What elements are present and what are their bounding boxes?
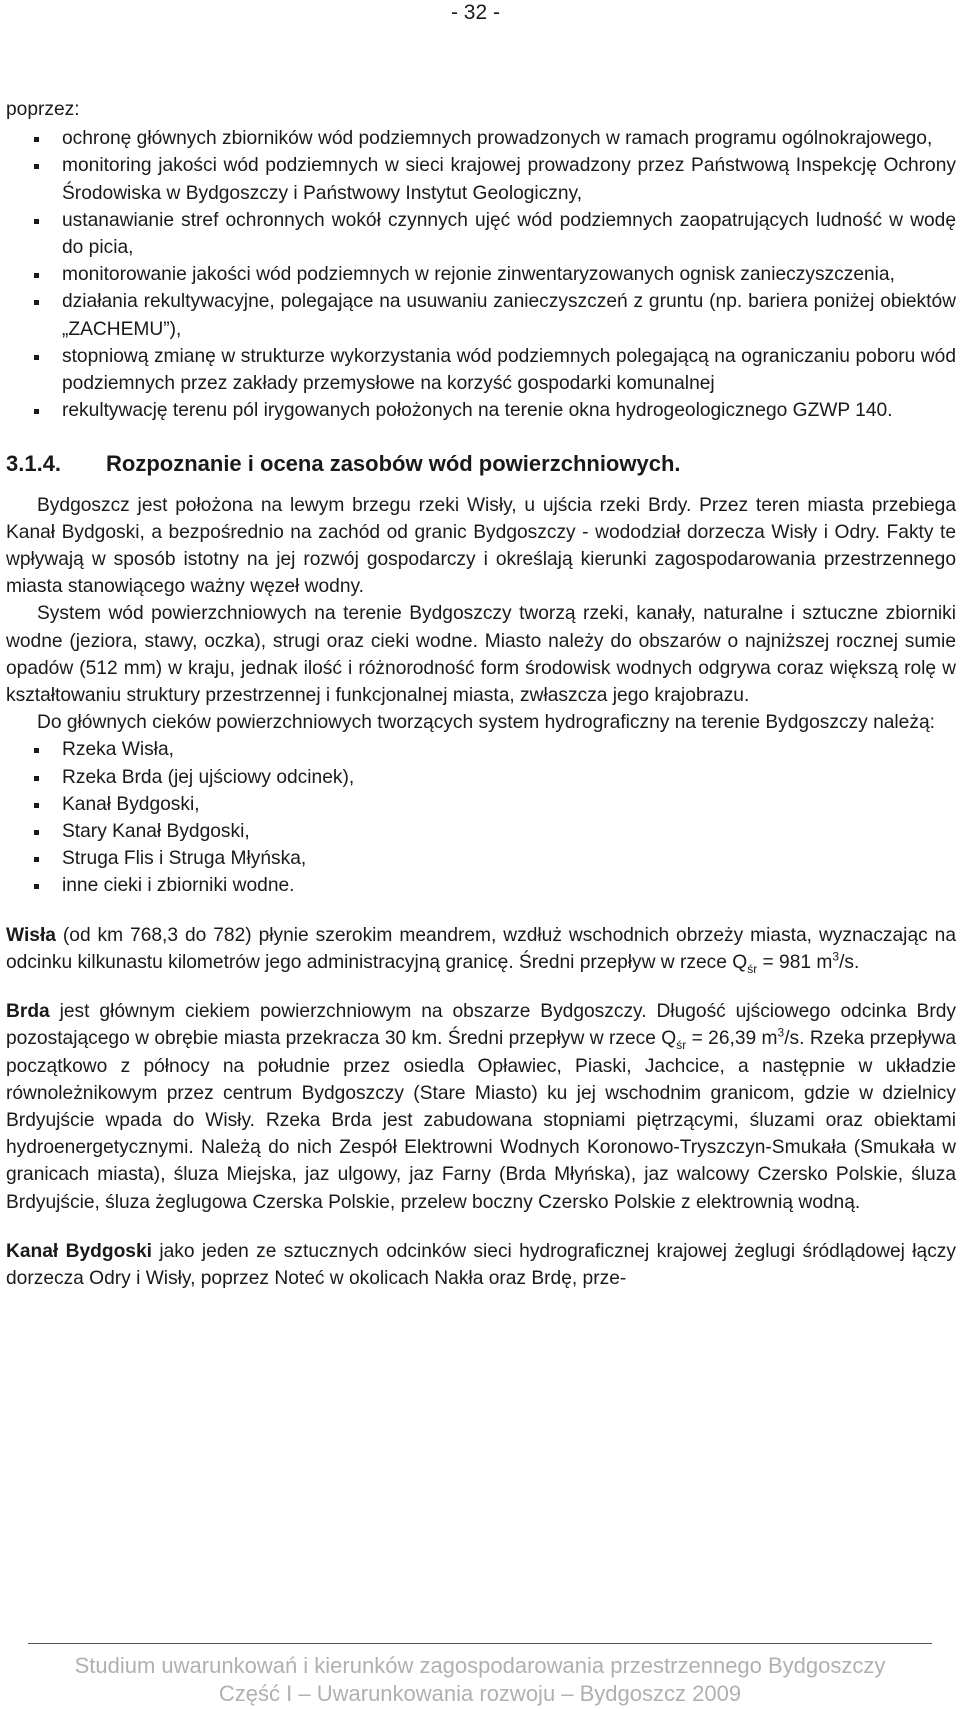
list-item: działania rekultywacyjne, polegające na usuwaniu zanieczyszczeń z gruntu (np. bariera poniżej obiektów „ZACHEMU”), [6,288,956,342]
term-brda: Brda [6,1001,50,1023]
wisla-paragraph [6,922,956,976]
flow-unit: /s. [839,951,860,973]
subscript: śr [676,1038,687,1053]
list-item: inne cieki i zbiorniki wodne. [6,872,956,899]
document-body [6,96,956,1292]
paragraph-text: jest głównym ciekiem powierzchniowym na obszarze Bydgoszczy. Długość ujściowego odcinka Brdy pozostającego w obrębie miasta przekracza 30 km. Średni przepływ w rzece Q [6,1001,956,1050]
paragraph-text: (od km 768,3 do 782) płynie szerokim meandrem, wzdłuż wschodnich obrzeży miasta, wyznaczając na odcinku kilkunastu kilometrów jego administracyjną granicę. Średni przepływ w rzece Q [6,924,956,973]
superscript: 3 [832,949,840,964]
list-item: stopniową zmianę w strukturze wykorzystania wód podziemnych polegającą na ograniczaniu poboru wód podziemnych przez zakłady przemysłowe na korzyść gospodarki komunalnej [6,343,956,397]
list-item: Stary Kanał Bydgoski, [6,818,956,845]
paragraph: Bydgoszcz jest położona na lewym brzegu rzeki Wisły, u ujścia rzeki Brdy. Przez teren miasta przebiega Kanał Bydgoski, a bezpośrednio na zachód od granic Bydgoszczy - wododział dorzecza Wisły i Odry. Fakty te wpływają w sposób istotny na jej rozwój gospodarczy i określają kierunki zagospodarowania przestrzennego miasta stanowiącego ważny węzeł wodny. [6,494,956,598]
paragraph-text: jako jeden ze sztucznych odcinków sieci hydrograficznej krajowej żeglugi śródlądowej łączy dorzecza Odry i Wisły, poprzez Noteć w okolicach Nakła oraz Brdę, prze- [6,1240,956,1289]
list-item: Rzeka Wisła, [6,736,956,763]
term-kanal: Kanał Bydgoski [6,1240,152,1262]
flow-value: = 981 m [757,951,833,973]
watercourses-list [6,736,956,899]
measures-list [6,125,956,424]
section-number: 3.1.4. [6,451,62,477]
list-item: rekultywację terenu pól irygowanych położonych na terenie okna hydrogeologicznego GZWP 140. [6,397,956,424]
flow-value: = 26,39 m [686,1028,778,1050]
section-heading [6,450,956,477]
list-item: Struga Flis i Struga Młyńska, [6,845,956,872]
paragraph: System wód powierzchniowych na terenie Bydgoszczy tworzą rzeki, kanały, naturalne i sztuczne zbiorniki wodne (jeziora, stawy, oczka), strugi oraz cieki wodne. Miasto należy do obszarów o najniższej rocznej sumie opadów (512 mm) w kraju, jednak ilość i różnorodność form środowisk wodnych odgrywa coraz większą rolę w kształtowaniu struktury przestrzennej i funkcjonalnej miasta, zwłaszcza jego krajobrazu. [6,603,956,707]
footer-line-1: Studium uwarunkowań i kierunków zagospodarowania przestrzennego Bydgoszczy [74,1653,886,1678]
list-item: Rzeka Brda (jej ujściowy odcinek), [6,764,956,791]
term-wisla: Wisła [6,924,56,946]
subscript: śr [747,961,758,976]
list-item: monitoring jakości wód podziemnych w sieci krajowej prowadzony przez Państwową Inspekcję Ochrony Środowiska w Bydgoszczy i Państwowy Instytut Geologiczny, [6,152,956,206]
intro-text: poprzez: [6,99,80,120]
footer-line-2: Część I – Uwarunkowania rozwoju – Bydgoszcz 2009 [218,1681,742,1706]
list-item: ustanawianie stref ochronnych wokół czynnych ujęć wód podziemnych zaopatrujących ludność w wodę do picia, [6,207,956,261]
superscript: 3 [777,1025,785,1040]
list-item: Kanał Bydgoski, [6,791,956,818]
brda-paragraph [6,998,956,1216]
page-footer [0,1652,960,1708]
paragraph-text: /s. Rzeka przepływa początkowo z północy na południe przez osiedla Opławiec, Piaski, Jachcice, a następnie w układzie równoleżnikowym przez centrum Bydgoszczy (Stare Miasto) ku jej wschodnim granicom, gdzie w dzielnicy Brdyujście wpada do Wisły. Rzeka Brda jest zabudowana stopniami piętrzącymi, śluzami oraz obiektami hydroenergetycznymi. Należą do nich Zespół Elektrowni Wodnych Koronowo-Tryszczyn-Smukała (Smukała w granicach miasta), śluza Miejska, jaz ulgowy, jaz Farny (Brda Młyńska), jaz walcowy Czersko Polskie, śluza Brdyujście, śluza żeglugowa Czerska Polskie, przelew boczny Czersko Polskie z elektrownią wodną. [6,1028,956,1213]
page-number: - 32 - [450,1,500,24]
list-item: monitorowanie jakości wód podziemnych w rejonie zinwentaryzowanych ognisk zanieczyszczenia, [6,261,956,288]
kanal-paragraph [6,1238,956,1292]
list-item: ochronę głównych zbiorników wód podziemnych prowadzonych w ramach programu ogólnokrajowego, [6,125,956,152]
paragraph: Do głównych cieków powierzchniowych tworzących system hydrograficzny na terenie Bydgoszczy należą: [37,712,935,734]
section-title: Rozpoznanie i ocena zasobów wód powierzchniowych. [106,451,681,477]
footer-divider [28,1643,932,1644]
